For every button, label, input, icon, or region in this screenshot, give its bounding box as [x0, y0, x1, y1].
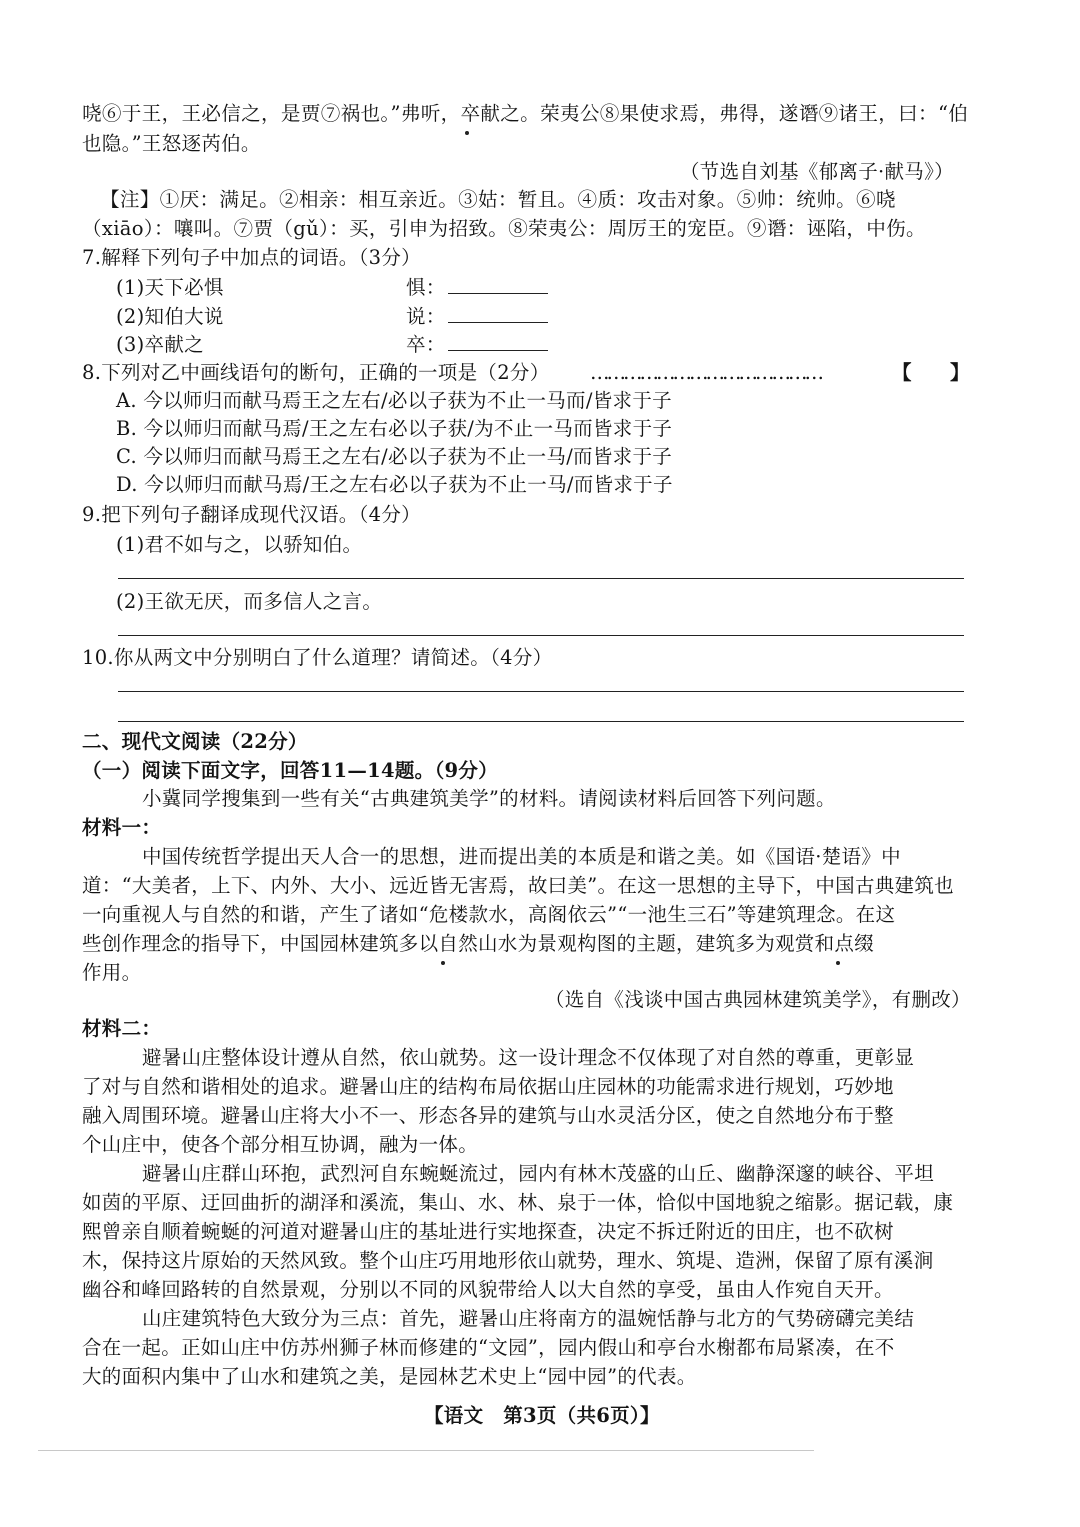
question-7-stem: 7.解释下列句子中加点的词语。（3分） — [82, 246, 421, 269]
question-9-sentence-2: (2)王欲无厌，而多信人之言。 — [116, 590, 383, 613]
answer-line[interactable] — [118, 721, 964, 722]
section-subtitle: （一）阅读下面文字，回答11—14题。（9分） — [82, 759, 498, 782]
answer-field-2[interactable] — [406, 303, 548, 331]
passage-source: （节选自刘基《郁离子·献马》） — [680, 160, 954, 183]
emphasis-dot — [465, 131, 469, 135]
answer-bracket-close[interactable]: 】 — [950, 361, 970, 384]
notes-line: 【注】①厌：满足。②相亲：相互亲近。③姑：暂且。④质：攻击对象。⑤帅：统帅。⑥哓 — [100, 188, 896, 211]
leader-dots: …………………………………… — [590, 361, 821, 384]
material-2-line: 个山庄中，使各个部分相互协调，融为一体。 — [82, 1133, 479, 1156]
footer-divider — [38, 1450, 814, 1451]
material-2-line: 幽谷和峰回路转的自然景观，分别以不同的风貌带给人以大自然的享受，虽由人作宛自天开。 — [82, 1278, 894, 1301]
material-2-line: 合在一起。正如山庄中仿苏州狮子林而修建的“文园”，园内假山和亭台水榭都布局紧凑，在不 — [82, 1336, 895, 1359]
section-intro: 小冀同学搜集到一些有关“古典建筑美学”的材料。请阅读材料后回答下列问题。 — [142, 787, 836, 810]
emphasis-dot — [836, 961, 840, 965]
material-2-line: 避暑山庄群山环抱，武烈河自东蜿蜒流过，园内有林木茂盛的山丘、幽静深邃的峡谷、平坦 — [142, 1162, 935, 1185]
section-title: 二、现代文阅读（22分） — [82, 730, 308, 753]
material-2-line: 大的面积内集中了山水和建筑之美，是园林艺术史上“园中园”的代表。 — [82, 1365, 697, 1388]
material-1-label: 材料一： — [82, 816, 162, 839]
answer-bracket-open[interactable]: 【 — [892, 361, 912, 384]
material-1-line: 一向重视人与自然的和谐，产生了诸如“危楼款水，高阁依云”“一池生三石”等建筑理念。在这 — [82, 903, 896, 926]
question-7-item-1: (1)天下必惧 — [116, 276, 224, 299]
question-7-item-2: (2)知伯大说 — [116, 305, 224, 328]
material-2-line: 了对与自然和谐相处的追求。避暑山庄的结构布局依据山庄园林的功能需求进行规划，巧妙地 — [82, 1075, 894, 1098]
question-7-item-3: (3)卒献之 — [116, 333, 204, 356]
material-2-line: 山庄建筑特色大致分为三点：首先，避暑山庄将南方的温婉恬静与北方的气势磅礴完美结 — [142, 1307, 915, 1330]
option-d[interactable]: D. 今以师归而献马焉/王之左右必以子获为不止一马/而皆求于子 — [116, 473, 673, 496]
emphasis-dot — [441, 961, 445, 965]
material-1-line: 些创作理念的指导下，中国园林建筑多以自然山水为景观构图的主题，建筑多为观赏和点缀 — [82, 932, 875, 955]
material-1-source: （选自《浅谈中国古典园林建筑美学》，有删改） — [545, 988, 971, 1011]
material-2-line: 熙曾亲自顺着蜿蜒的河道对避暑山庄的基址进行实地探查，决定不拆迁附近的田庄，也不砍树 — [82, 1220, 894, 1243]
question-9-sentence-1: (1)君不如与之，以骄知伯。 — [116, 533, 363, 556]
answer-line[interactable] — [118, 691, 964, 692]
passage-line: 哓⑥于王，王必信之，是贾⑦祸也。”弗听，卒献之。荣夷公⑧果使求焉，弗得，遂谮⑨诸王，曰：“伯 — [82, 102, 969, 125]
material-2-line: 避暑山庄整体设计遵从自然，依山就势。这一设计理念不仅体现了对自然的尊重，更彰显 — [142, 1046, 915, 1069]
material-2-line: 如茵的平原、迂回曲折的湖泽和溪流，集山、水、林、泉于一体，恰似中国地貌之缩影。据记载，康 — [82, 1191, 954, 1214]
question-9-stem: 9.把下列句子翻译成现代汉语。（4分） — [82, 503, 421, 526]
answer-line[interactable] — [118, 578, 964, 579]
page-footer: 【语文 第3页（共6页）】 — [424, 1404, 660, 1427]
material-2-line: 木，保持这片原始的天然风致。整个山庄巧用地形依山就势，理水、筑堤、造洲，保留了原有溪涧 — [82, 1249, 934, 1272]
field-label: 惧： — [406, 276, 446, 299]
field-label: 卒： — [406, 333, 446, 356]
answer-field-1[interactable] — [406, 274, 548, 302]
question-8-stem: 8.下列对乙中画线语句的断句，正确的一项是（2分） — [82, 361, 550, 384]
material-2-line: 融入周围环境。避暑山庄将大小不一、形态各异的建筑与山水灵活分区，使之自然地分布于整 — [82, 1104, 894, 1127]
option-a[interactable]: A. 今以师归而献马焉王之左右/必以子获为不止一马而/皆求于子 — [116, 389, 672, 412]
question-10-stem: 10.你从两文中分别明白了什么道理？请简述。（4分） — [82, 646, 553, 669]
option-c[interactable]: C. 今以师归而献马焉王之左右/必以子获为不止一马/而皆求于子 — [116, 445, 673, 468]
answer-line[interactable] — [118, 635, 964, 636]
material-1-line: 中国传统哲学提出天人合一的思想，进而提出美的本质是和谐之美。如《国语·楚语》中 — [142, 845, 901, 868]
notes-line: （xiāo）：嚷叫。⑦贾（gǔ）：买，引申为招致。⑧荣夷公：周厉王的宠臣。⑨谮：诬陷，中伤。 — [82, 217, 926, 240]
material-2-label: 材料二： — [82, 1017, 162, 1040]
material-1-line: 道：“大美者，上下、内外、大小、远近皆无害焉，故曰美”。在这一思想的主导下，中国古典建筑也 — [82, 874, 954, 897]
material-1-line: 作用。 — [82, 961, 142, 984]
answer-field-3[interactable] — [406, 331, 548, 359]
field-label: 说： — [406, 305, 446, 328]
passage-line: 也隐。”王怒逐芮伯。 — [82, 132, 261, 155]
option-b[interactable]: B. 今以师归而献马焉/王之左右必以子获/为不止一马而皆求于子 — [116, 417, 673, 440]
